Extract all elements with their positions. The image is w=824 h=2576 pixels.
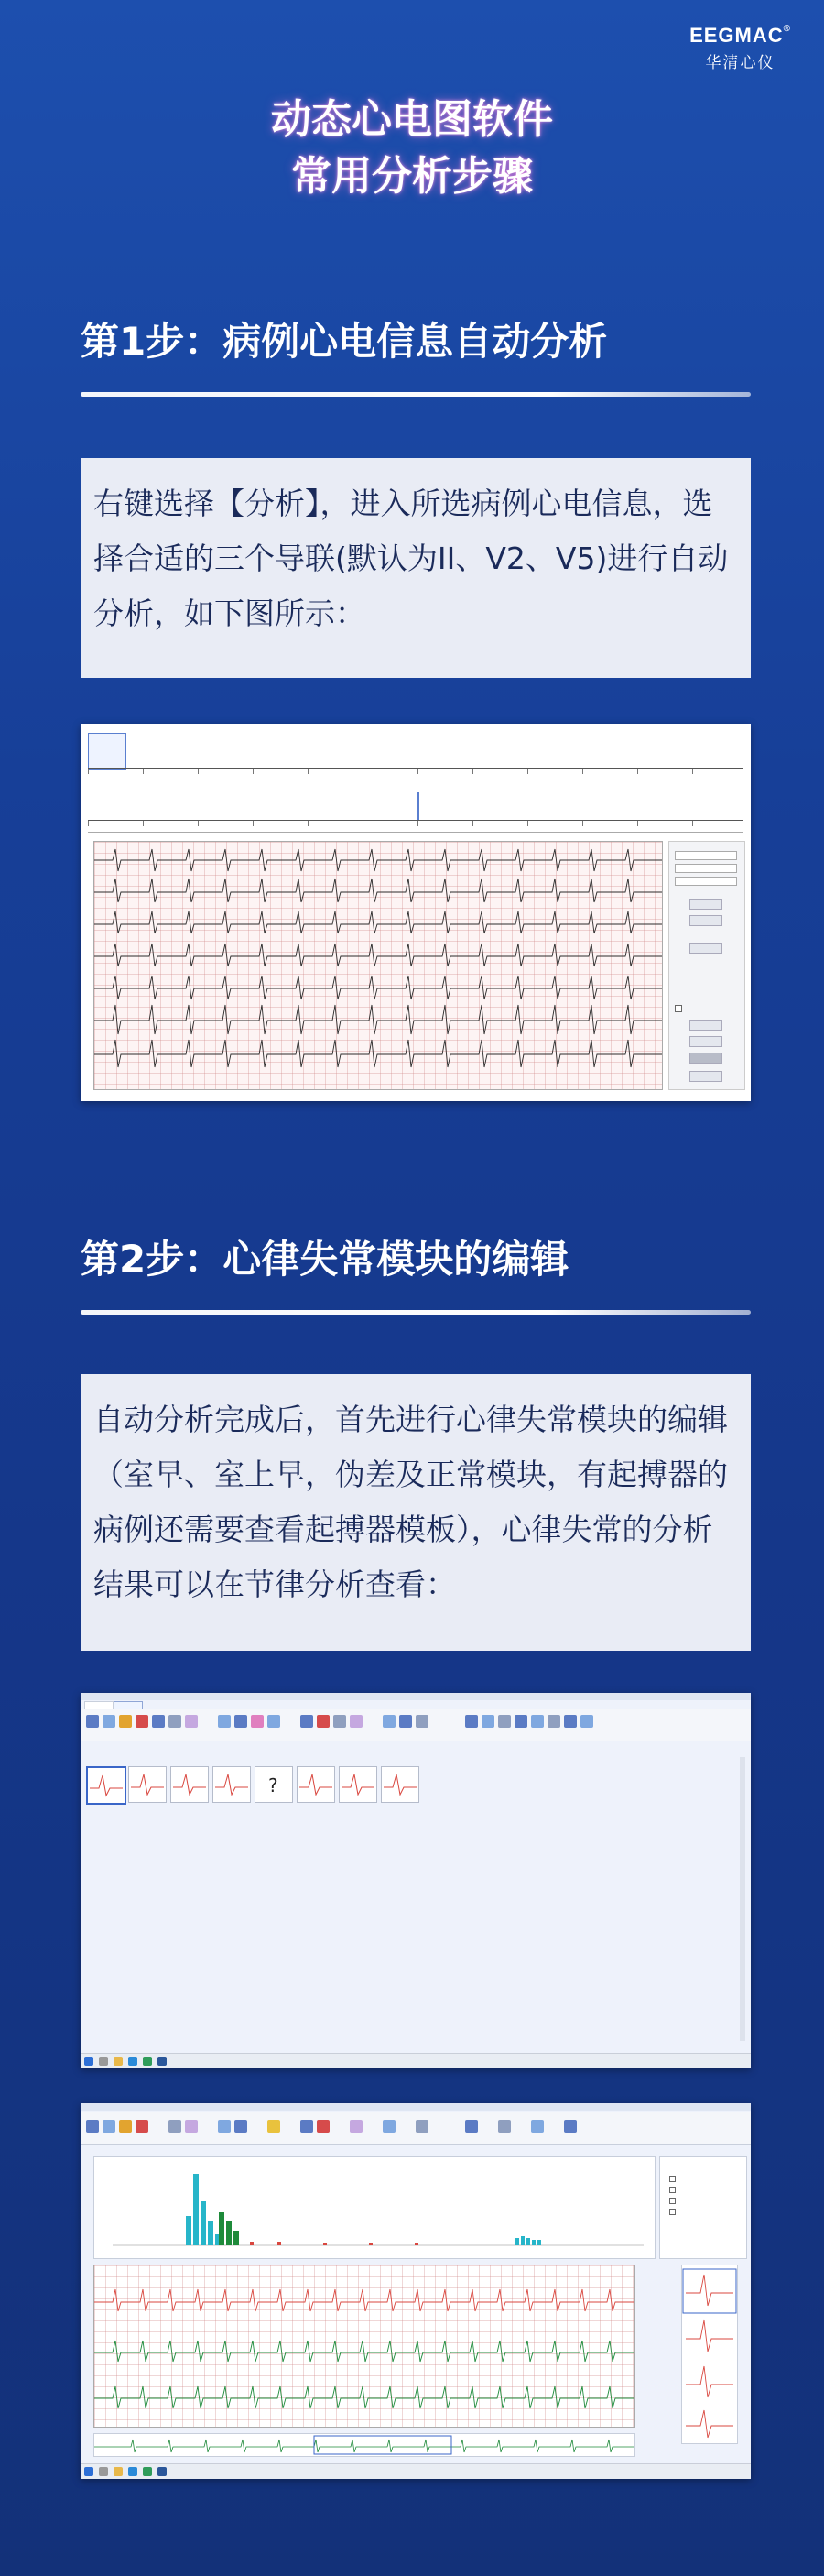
ecg-grid bbox=[93, 841, 663, 1090]
toolbar-icon[interactable] bbox=[103, 1715, 115, 1728]
svg-text:?: ? bbox=[268, 1774, 278, 1796]
page-title-line1: 动态心电图软件 bbox=[271, 96, 553, 143]
windows-taskbar bbox=[81, 2053, 751, 2068]
template-card[interactable] bbox=[297, 1766, 335, 1803]
toolbar-icon[interactable] bbox=[498, 2120, 511, 2133]
toolbar-icon[interactable] bbox=[564, 2120, 577, 2133]
lead-select-3[interactable] bbox=[675, 877, 737, 886]
rhythm-ecg-lead-3 bbox=[94, 2386, 634, 2408]
ecg-lead-6 bbox=[94, 1005, 662, 1034]
panel-button-5[interactable] bbox=[689, 1036, 722, 1047]
panel-button-3[interactable] bbox=[689, 943, 722, 954]
toolbar-icon[interactable] bbox=[548, 1715, 560, 1728]
auto-analysis-screenshot bbox=[81, 724, 751, 1101]
panel-button-4[interactable] bbox=[689, 1020, 722, 1031]
ecg-traces bbox=[94, 842, 662, 1089]
toolbar-ribbon bbox=[81, 1709, 751, 1741]
windows-start-icon[interactable] bbox=[84, 2467, 93, 2476]
ecg-lead-1 bbox=[94, 849, 662, 871]
step1-heading: 第1步：病例心电信息自动分析 bbox=[81, 319, 608, 364]
toolbar-icon[interactable] bbox=[234, 1715, 247, 1728]
lead-selection-panel bbox=[668, 841, 745, 1090]
toolbar-icon[interactable] bbox=[383, 1715, 396, 1728]
toolbar-icon[interactable] bbox=[531, 2120, 544, 2133]
step1-description: 右键选择【分析】，进入所选病例心电信息，选择合适的三个导联(默认为II、V2、V5)进行自动分析，如下图所示： bbox=[81, 458, 751, 678]
template-card[interactable] bbox=[381, 1766, 419, 1803]
panel-checkbox[interactable] bbox=[675, 1005, 682, 1012]
toolbar-icon[interactable] bbox=[350, 2120, 363, 2133]
taskbar-app-icon[interactable] bbox=[128, 2057, 137, 2066]
toolbar-icon[interactable] bbox=[185, 2120, 198, 2133]
toolbar-icon[interactable] bbox=[300, 2120, 313, 2133]
histogram-bars bbox=[94, 2157, 655, 2258]
toolbar-icon[interactable] bbox=[234, 2120, 247, 2133]
taskbar-folder-icon[interactable] bbox=[114, 2057, 123, 2066]
rhythm-ecg-grid bbox=[93, 2265, 635, 2428]
rhythm-ecg-lead-1 bbox=[94, 2289, 634, 2311]
toolbar-icon[interactable] bbox=[119, 2120, 132, 2133]
toolbar-icon[interactable] bbox=[498, 1715, 511, 1728]
logo-chinese-name: 华清心仪 bbox=[705, 54, 775, 72]
taskbar-app-icon[interactable] bbox=[128, 2467, 137, 2476]
lead-select-1[interactable] bbox=[675, 851, 737, 860]
toolbar-icon[interactable] bbox=[267, 1715, 280, 1728]
toolbar-icon[interactable] bbox=[317, 1715, 330, 1728]
toolbar-icon[interactable] bbox=[152, 1715, 165, 1728]
toolbar-icon[interactable] bbox=[218, 2120, 231, 2133]
full-disclosure-strip[interactable] bbox=[93, 2433, 635, 2457]
options-panel bbox=[659, 2156, 747, 2259]
toolbar-icon[interactable] bbox=[86, 1715, 99, 1728]
toolbar-icon[interactable] bbox=[465, 1715, 478, 1728]
toolbar-icon[interactable] bbox=[564, 1715, 577, 1728]
template-card[interactable] bbox=[170, 1766, 209, 1803]
step2-description: 自动分析完成后，首先进行心律失常模块的编辑（室早、室上早，伪差及正常模块，有起搏器的病例还需要查看起搏器模板），心律失常的分析结果可以在节律分析查看： bbox=[81, 1374, 751, 1651]
template-card-unknown[interactable] bbox=[255, 1766, 293, 1803]
toolbar-icon[interactable] bbox=[103, 2120, 115, 2133]
taskbar-app-icon[interactable] bbox=[143, 2057, 152, 2066]
brand-logo bbox=[689, 24, 791, 72]
ecg-lead-4 bbox=[94, 944, 662, 966]
question-mark-icon bbox=[255, 1767, 292, 1802]
taskbar-search-icon[interactable] bbox=[99, 2057, 108, 2066]
rhythm-ecg-traces bbox=[94, 2265, 634, 2427]
toolbar-icon[interactable] bbox=[416, 1715, 428, 1728]
overview-selection-box[interactable] bbox=[88, 733, 126, 770]
lead-select-2[interactable] bbox=[675, 864, 737, 873]
rhythm-ecg-lead-2 bbox=[94, 2341, 634, 2362]
taskbar-folder-icon[interactable] bbox=[114, 2467, 123, 2476]
option-checkbox[interactable] bbox=[669, 2176, 676, 2182]
window-titlebar bbox=[81, 1693, 751, 1700]
toolbar-icon[interactable] bbox=[317, 2120, 330, 2133]
step2-heading: 第2步：心律失常模块的编辑 bbox=[81, 1237, 569, 1282]
template-card[interactable] bbox=[128, 1766, 167, 1803]
template-card-row bbox=[86, 1753, 430, 1806]
windows-taskbar bbox=[81, 2463, 751, 2479]
toolbar-icon[interactable] bbox=[168, 1715, 181, 1728]
toolbar-icon[interactable] bbox=[136, 2120, 148, 2133]
toolbar-icon[interactable] bbox=[333, 1715, 346, 1728]
option-checkbox[interactable] bbox=[669, 2198, 676, 2204]
windows-start-icon[interactable] bbox=[84, 2057, 93, 2066]
section-separator bbox=[88, 832, 743, 833]
toolbar-ribbon bbox=[81, 2112, 751, 2145]
toolbar-icon[interactable] bbox=[136, 1715, 148, 1728]
step2-divider bbox=[81, 1310, 751, 1315]
option-checkbox[interactable] bbox=[669, 2187, 676, 2193]
overview-ticks bbox=[88, 769, 743, 774]
toolbar-icon[interactable] bbox=[416, 2120, 428, 2133]
taskbar-word-icon[interactable] bbox=[157, 2467, 167, 2476]
close-button[interactable] bbox=[689, 1071, 722, 1082]
page-title bbox=[0, 92, 824, 205]
taskbar-app-icon[interactable] bbox=[143, 2467, 152, 2476]
toolbar-icon[interactable] bbox=[185, 1715, 198, 1728]
window-titlebar bbox=[81, 2103, 751, 2111]
panel-button-2[interactable] bbox=[689, 915, 722, 926]
template-card-selected[interactable] bbox=[86, 1766, 126, 1805]
toolbar-icon[interactable] bbox=[465, 2120, 478, 2133]
toolbar-icon[interactable] bbox=[251, 1715, 264, 1728]
ecg-lead-5 bbox=[94, 976, 662, 999]
toolbar-icon[interactable] bbox=[300, 1715, 313, 1728]
taskbar-word-icon[interactable] bbox=[157, 2057, 167, 2066]
template-card[interactable] bbox=[212, 1766, 251, 1803]
beat-thumbnails bbox=[682, 2265, 737, 2443]
logo-registered-mark: ® bbox=[783, 24, 791, 34]
toolbar-icon[interactable] bbox=[267, 2120, 280, 2133]
toolbar-icon[interactable] bbox=[580, 1715, 593, 1728]
rhythm-analysis-screenshot bbox=[81, 2103, 751, 2479]
start-analysis-button[interactable] bbox=[689, 1053, 722, 1064]
ecg-lead-7 bbox=[94, 1040, 662, 1067]
toolbar-icon[interactable] bbox=[168, 2120, 181, 2133]
toolbar-icon[interactable] bbox=[86, 2120, 99, 2133]
toolbar-icon[interactable] bbox=[218, 1715, 231, 1728]
beat-thumbnail-panel bbox=[681, 2265, 738, 2444]
toolbar-icon[interactable] bbox=[515, 1715, 527, 1728]
template-card[interactable] bbox=[339, 1766, 377, 1803]
panel-button-1[interactable] bbox=[689, 899, 722, 910]
toolbar-icon[interactable] bbox=[350, 1715, 363, 1728]
ecg-lead-2 bbox=[94, 879, 662, 902]
toolbar-icon[interactable] bbox=[482, 1715, 494, 1728]
step1-divider bbox=[81, 392, 751, 397]
template-editor-screenshot bbox=[81, 1693, 751, 2068]
option-checkbox[interactable] bbox=[669, 2209, 676, 2215]
toolbar-icon[interactable] bbox=[119, 1715, 132, 1728]
rr-histogram bbox=[93, 2156, 656, 2259]
taskbar-search-icon[interactable] bbox=[99, 2467, 108, 2476]
trend-marker bbox=[417, 792, 419, 820]
vertical-scrollbar[interactable] bbox=[740, 1757, 745, 2041]
logo-brand-text: EEGMAC bbox=[689, 24, 784, 47]
page-title-line2: 常用分析步骤 bbox=[291, 153, 533, 200]
ecg-lead-3 bbox=[94, 911, 662, 933]
toolbar-icon[interactable] bbox=[399, 1715, 412, 1728]
trend-ticks bbox=[88, 821, 743, 826]
toolbar-icon[interactable] bbox=[531, 1715, 544, 1728]
toolbar-icon[interactable] bbox=[383, 2120, 396, 2133]
